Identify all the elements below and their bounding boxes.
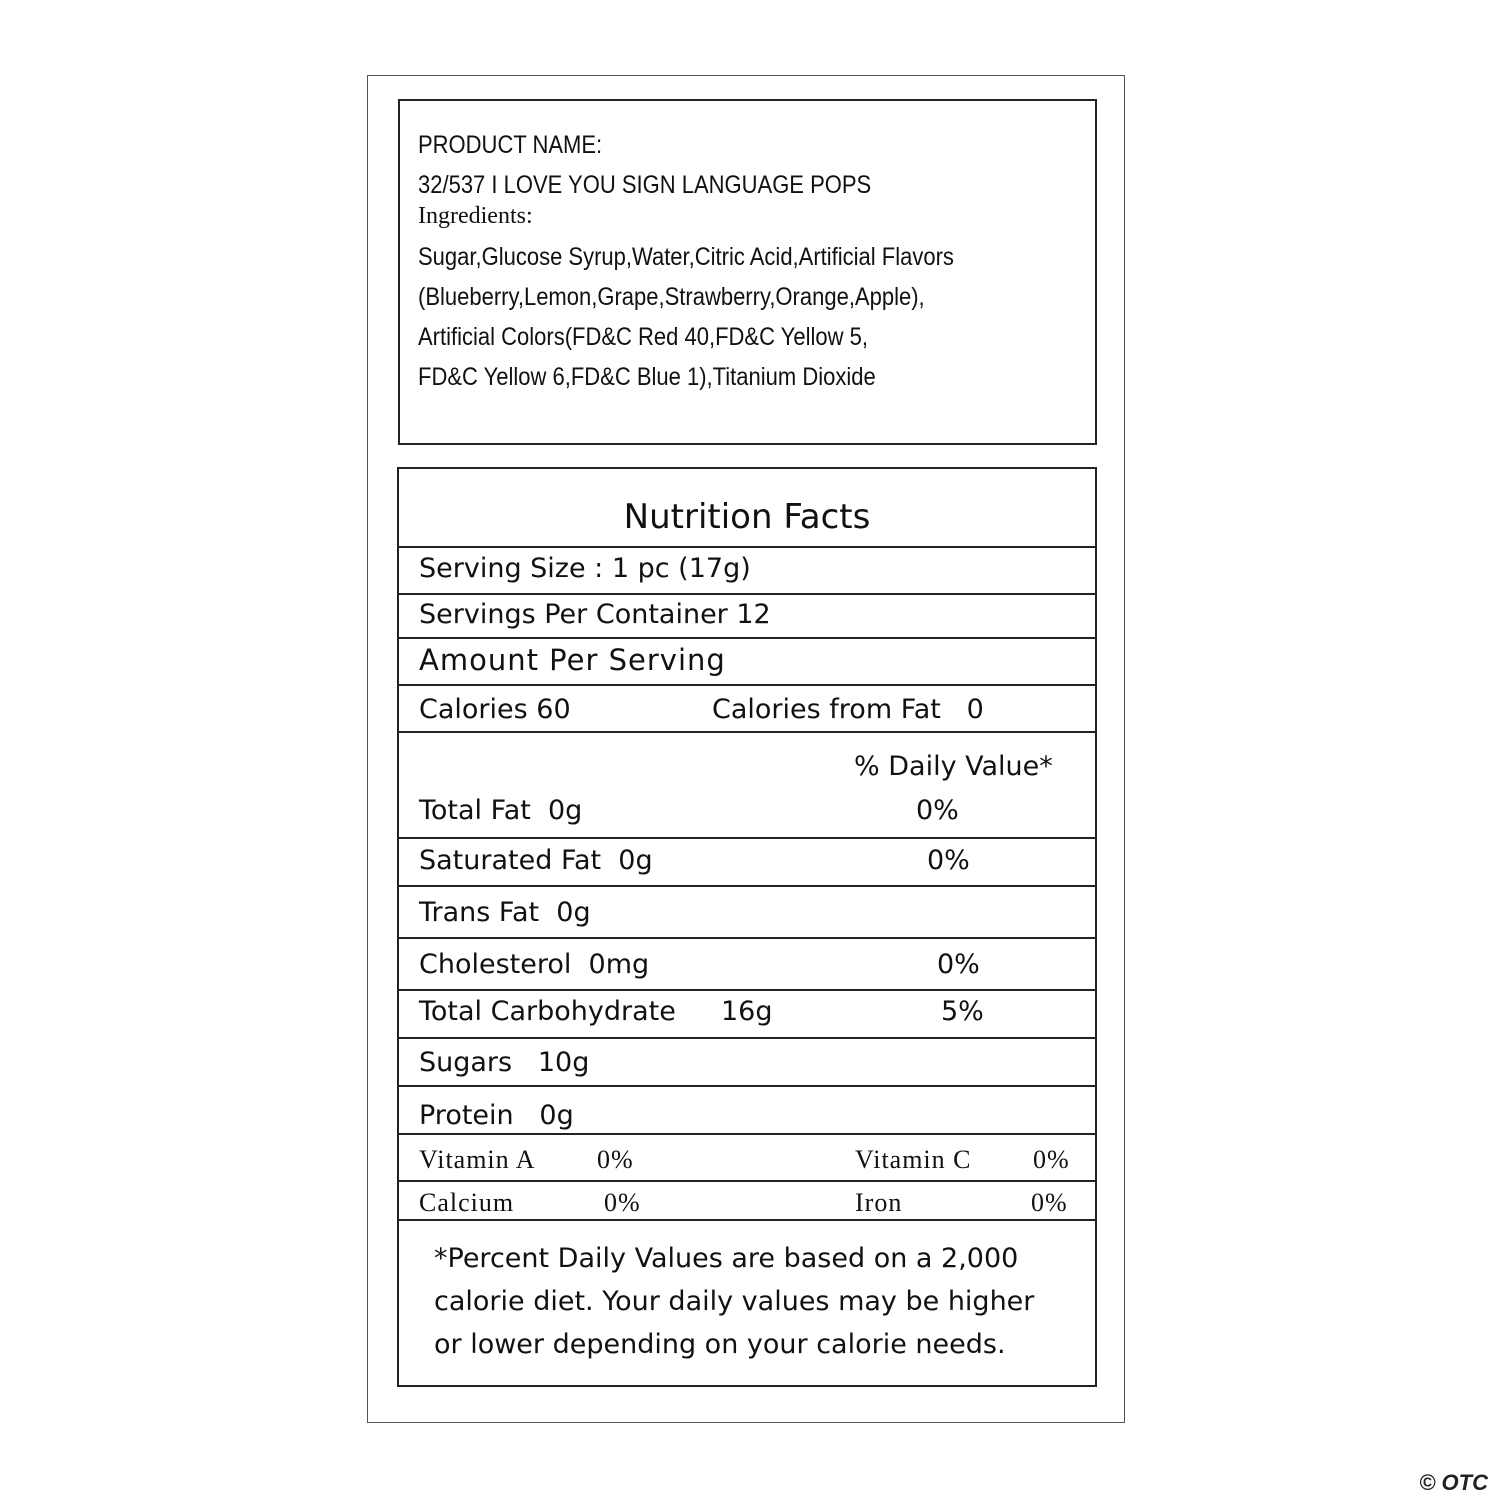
divider <box>399 989 1095 991</box>
cholesterol-label: Cholesterol 0mg <box>419 949 650 980</box>
daily-value-header: % Daily Value* <box>854 751 1053 782</box>
protein-label: Protein 0g <box>419 1100 574 1131</box>
calories: Calories 60 <box>419 694 571 725</box>
ingredients-line: Artificial Colors(FD&C Red 40,FD&C Yellow 5, <box>418 323 868 351</box>
trans-fat-label: Trans Fat 0g <box>419 897 591 928</box>
divider <box>399 837 1095 839</box>
divider <box>399 593 1095 595</box>
footnote-line: calorie diet. Your daily values may be higher <box>434 1286 1035 1317</box>
footnote-line: or lower depending on your calorie needs. <box>434 1329 1006 1360</box>
ingredients-line: Sugar,Glucose Syrup,Water,Citric Acid,Artificial Flavors <box>418 243 954 271</box>
calcium-value: 0% <box>604 1188 641 1217</box>
ingredients-label: Ingredients: <box>418 203 533 229</box>
vitamin-a-value: 0% <box>597 1145 634 1174</box>
divider <box>399 1037 1095 1039</box>
calories-from-fat: Calories from Fat 0 <box>712 694 984 725</box>
divider <box>399 637 1095 639</box>
divider <box>399 1133 1095 1135</box>
nutrition-facts-panel <box>397 467 1097 1387</box>
saturated-fat-label: Saturated Fat 0g <box>419 845 653 876</box>
ingredients-line: FD&C Yellow 6,FD&C Blue 1),Titanium Dioxide <box>418 363 876 391</box>
calcium-label: Calcium <box>419 1188 515 1217</box>
total-fat-dv: 0% <box>916 795 959 826</box>
watermark-logo: © OTC <box>1419 1470 1488 1495</box>
footnote-line: *Percent Daily Values are based on a 2,000 <box>434 1243 1019 1274</box>
iron-label: Iron <box>855 1188 903 1217</box>
vitamin-c-value: 0% <box>1033 1145 1070 1174</box>
vitamin-c-label: Vitamin C <box>855 1145 972 1174</box>
vitamin-a-label: Vitamin A <box>419 1145 536 1174</box>
servings-per-container: Servings Per Container 12 <box>419 599 771 630</box>
divider <box>399 684 1095 686</box>
cholesterol-dv: 0% <box>937 949 980 980</box>
total-carbohydrate-dv: 5% <box>941 996 984 1027</box>
serving-size: Serving Size : 1 pc (17g) <box>419 553 751 584</box>
divider <box>399 731 1095 733</box>
iron-value: 0% <box>1031 1188 1068 1217</box>
ingredients-panel <box>398 99 1097 445</box>
divider <box>399 1180 1095 1182</box>
divider <box>399 937 1095 939</box>
sugars-label: Sugars 10g <box>419 1047 590 1078</box>
nutrition-facts-title: Nutrition Facts <box>623 497 871 537</box>
divider <box>399 885 1095 887</box>
saturated-fat-dv: 0% <box>927 845 970 876</box>
product-name-label: PRODUCT NAME: <box>418 131 603 159</box>
total-carbohydrate-label: Total Carbohydrate <box>419 996 676 1027</box>
divider <box>399 1219 1095 1221</box>
total-fat-label: Total Fat 0g <box>419 795 583 826</box>
ingredients-line: (Blueberry,Lemon,Grape,Strawberry,Orange,Apple), <box>418 283 925 311</box>
product-name-value: 32/537 I LOVE YOU SIGN LANGUAGE POPS <box>418 171 872 199</box>
amount-per-serving: Amount Per Serving <box>419 643 726 677</box>
total-carbohydrate-amount: 16g <box>721 996 773 1027</box>
daily-value-footnote <box>434 1237 1074 1366</box>
divider <box>399 1085 1095 1087</box>
divider <box>399 546 1095 548</box>
